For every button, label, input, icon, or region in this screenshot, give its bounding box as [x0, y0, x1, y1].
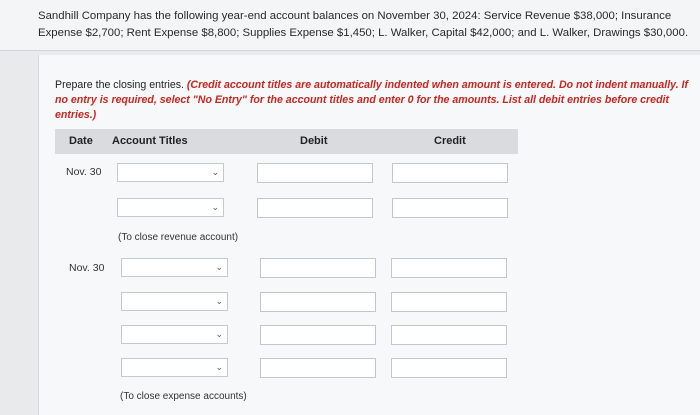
- entry1-account-select-1[interactable]: [117, 163, 224, 182]
- chevron-down-icon: ⌄: [215, 262, 223, 272]
- entry2-credit-input-4[interactable]: [391, 358, 507, 378]
- entry1-date: Nov. 30: [66, 166, 102, 178]
- problem-statement: [0, 0, 700, 50]
- entry2-account-select-1[interactable]: [121, 258, 228, 277]
- entry1-debit-input-2[interactable]: [257, 198, 373, 218]
- entry1-note: (To close revenue account): [118, 232, 239, 243]
- entry1-account-select-2[interactable]: [117, 198, 224, 217]
- chevron-down-icon: ⌄: [215, 362, 223, 372]
- entry2-credit-input-1[interactable]: [391, 258, 507, 278]
- chevron-down-icon: ⌄: [215, 296, 223, 306]
- instructions-note: (Credit account titles are automatically indented when amount is entered. Do not indent manually. If no entry is required, select "No Entry" for the account titles and enter 0 for the amounts. List all debit entries before credit entries.): [55, 79, 689, 121]
- chevron-down-icon: ⌄: [215, 329, 223, 339]
- header-account-titles: Account Titles: [112, 135, 188, 147]
- entry2-debit-input-3[interactable]: [260, 325, 376, 345]
- header-credit: Credit: [434, 135, 466, 147]
- divider: [0, 50, 700, 51]
- entry2-date: Nov. 30: [69, 262, 105, 274]
- entry2-account-select-3[interactable]: [121, 325, 228, 344]
- entry2-note: (To close expense accounts): [120, 391, 247, 402]
- entry2-debit-input-2[interactable]: [260, 292, 376, 312]
- entry1-credit-input-2[interactable]: [392, 198, 508, 218]
- entry2-account-select-2[interactable]: [121, 292, 228, 311]
- table-header: [55, 129, 518, 154]
- entry2-credit-input-2[interactable]: [391, 292, 507, 312]
- chevron-down-icon: ⌄: [211, 167, 219, 177]
- entry1-debit-input-1[interactable]: [257, 163, 373, 183]
- entry2-account-select-4[interactable]: [121, 358, 228, 377]
- problem-text: Sandhill Company has the following year-end account balances on November 30, 2024: Service Revenue $38,000; Insurance Expense $2,700; Rent Expense $8,800; Supplies Expense $1,450; L. Walker, Capital $42,000; and L. Walker, Drawings $30,000.: [38, 10, 689, 39]
- chevron-down-icon: ⌄: [211, 202, 219, 212]
- entry1-credit-input-1[interactable]: [392, 163, 508, 183]
- instructions: [55, 78, 695, 123]
- header-debit: Debit: [300, 135, 328, 147]
- entry2-debit-input-4[interactable]: [260, 358, 376, 378]
- entry2-debit-input-1[interactable]: [260, 258, 376, 278]
- instructions-lead: Prepare the closing entries.: [55, 79, 187, 91]
- entry2-credit-input-3[interactable]: [391, 325, 507, 345]
- header-date: Date: [69, 135, 93, 147]
